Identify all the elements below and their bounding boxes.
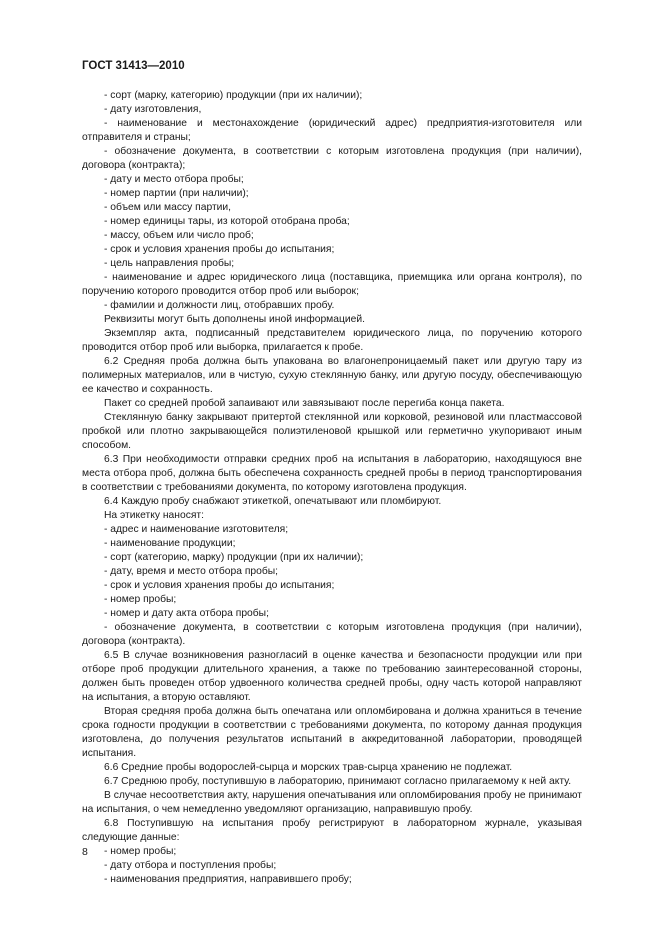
paragraph: Стеклянную банку закрывают притертой стеклянной или корковой, резиновой или пластмассовой пробкой или плотно закрывающейся полиэтиленовой крышкой или герметично укупоривают иным способом. (82, 412, 582, 451)
list-item: - объем или массу партии, (104, 202, 232, 213)
list-item: - дату изготовления, (104, 104, 202, 115)
list-item: - наименование и адрес юридического лица (поставщика, приемщика или органа контроля), по поручению которого проводится отбор проб или выборок; (82, 272, 582, 297)
paragraph: Пакет со средней пробой запаивают или завязывают после перегиба конца пакета. (104, 398, 505, 409)
list-item: - дату и место отбора пробы; (104, 174, 244, 185)
list-item: - дату отбора и поступления пробы; (104, 860, 277, 871)
list-item: - наименование и местонахождение (юридический адрес) предприятия-изготовителя или отправителя и страны; (82, 118, 582, 143)
paragraph: Реквизиты могут быть дополнены иной информацией. (104, 314, 365, 325)
list-item: - обозначение документа, в соответствии с которым изготовлена продукция (при наличии), договора (контракта); (82, 146, 582, 171)
paragraph: 6.3 При необходимости отправки средних проб на испытания в лабораторию, находящуюся вне места отбора проб, должна быть обеспечена сохранность средней пробы в период транспортирования в соответствии с требованиями документа, по которому изготовлена продукция. (82, 454, 582, 493)
list-item: - номер и дату акта отбора пробы; (104, 608, 269, 619)
document-body (82, 89, 582, 887)
list-item: - адрес и наименование изготовителя; (104, 524, 289, 535)
paragraph: Экземпляр акта, подписанный представителем юридического лица, по поручению которого проводится отбор проб или выборка, прилагается к пробе. (82, 328, 582, 353)
list-item: - фамилии и должности лиц, отобравших пробу. (104, 300, 335, 311)
list-item: - цель направления пробы; (104, 258, 235, 269)
list-item: - номер единицы тары, из которой отобрана проба; (104, 216, 350, 227)
list-item: - обозначение документа, в соответствии с которым изготовлена продукция (при наличии), договора (контракта). (82, 622, 582, 647)
list-item: - дату, время и место отбора пробы; (104, 566, 279, 577)
list-item: - номер пробы; (104, 594, 177, 605)
list-item: - номер пробы; (104, 846, 177, 857)
list-item: - сорт (марку, категорию) продукции (при их наличии); (104, 90, 363, 101)
paragraph: 6.2 Средняя проба должна быть упакована во влагонепроницаемый пакет или другую тару из полимерных материалов, или в чистую, сухую стеклянную банку, или другую посуду, обеспечивающую ее качество и сохранность. (82, 356, 582, 395)
paragraph: 6.6 Средние пробы водорослей-сырца и морских трав-сырца хранению не подлежат. (104, 762, 513, 773)
standard-header: ГОСТ 31413—2010 (82, 60, 185, 72)
paragraph: 6.8 Поступившую на испытания пробу регистрируют в лабораторном журнале, указывая следующие данные: (82, 818, 582, 843)
paragraph: В случае несоответствия акту, нарушения опечатывания или опломбирования пробу не принимают на испытания, о чем немедленно уведомляют организацию, направившую пробу. (82, 790, 582, 815)
list-item: - номер партии (при наличии); (104, 188, 249, 199)
page-number: 8 (82, 846, 88, 858)
paragraph: На этикетку наносят: (104, 510, 204, 521)
list-item: - наименования предприятия, направившего пробу; (104, 874, 352, 885)
list-item: - массу, объем или число проб; (104, 230, 254, 241)
list-item: - срок и условия хранения пробы до испытания; (104, 244, 335, 255)
paragraph: Вторая средняя проба должна быть опечатана или опломбирована и должна храниться в течение срока годности продукции в соответствии с требованиями документа, по которому данная продукция изготовлена, до получения результатов испытаний в аккредитованной лаборатории, проводящей испытания. (82, 706, 582, 759)
paragraph: 6.5 В случае возникновения разногласий в оценке качества и безопасности продукции или при отборе проб продукции длительного хранения, а также по требованию заинтересованной стороны, должен быть проведен отбор удвоенного количества средней пробы, одну часть которой направляют на испытания, а вторую оставляют. (82, 650, 582, 703)
list-item: - наименование продукции; (104, 538, 236, 549)
list-item: - срок и условия хранения пробы до испытания; (104, 580, 335, 591)
paragraph: 6.4 Каждую пробу снабжают этикеткой, опечатывают или пломбируют. (104, 496, 442, 507)
list-item: - сорт (категорию, марку) продукции (при их наличии); (104, 552, 364, 563)
paragraph: 6.7 Среднюю пробу, поступившую в лабораторию, принимают согласно прилагаемому к ней акту. (104, 776, 572, 787)
